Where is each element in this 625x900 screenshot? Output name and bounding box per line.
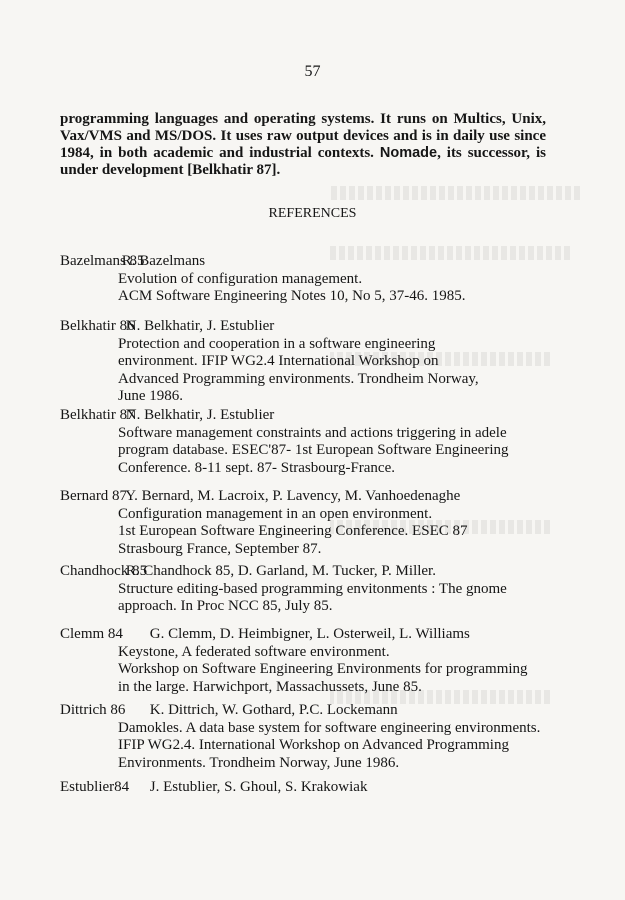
reference-entry bbox=[60, 488, 550, 558]
reference-head bbox=[60, 626, 550, 644]
reference-head bbox=[60, 779, 550, 797]
reference-key: Chandhock 85 bbox=[60, 563, 148, 579]
reference-head bbox=[60, 563, 550, 581]
reference-line: Environments. Trondheim Norway, June 1986. bbox=[118, 754, 400, 771]
reference-key: Estublier84 bbox=[60, 779, 130, 795]
reference-entry bbox=[60, 407, 550, 477]
reference-line: June 1986. bbox=[118, 388, 183, 405]
reference-line: Configuration management in an open environment. bbox=[118, 505, 433, 522]
reference-line: Evolution of configuration management. bbox=[118, 270, 363, 287]
reference-line: Software management constraints and actions triggering in adele bbox=[118, 424, 507, 441]
reference-body bbox=[118, 425, 550, 478]
reference-line: Strasbourg France, September 87. bbox=[118, 540, 322, 557]
reference-head bbox=[60, 318, 550, 336]
reference-line: Workshop on Software Engineering Environments for programming bbox=[118, 661, 528, 678]
reference-line: Protection and cooperation in a software engineering bbox=[118, 335, 436, 352]
reference-line: approach. In Proc NCC 85, July 85. bbox=[118, 598, 333, 615]
reference-line: Advanced Programming environments. Trondheim Norway, bbox=[118, 370, 479, 387]
reference-authors: G. Clemm, D. Heimbigner, L. Osterweil, L. Williams bbox=[149, 626, 470, 642]
reference-authors: N. Belkhatir, J. Estublier bbox=[125, 318, 275, 334]
reference-head bbox=[60, 488, 550, 506]
reference-body bbox=[118, 336, 550, 406]
reference-key: Belkhatir 86 bbox=[60, 318, 135, 334]
intro-highlight: Nomade bbox=[379, 145, 438, 161]
reference-authors: K. Dittrich, W. Gothard, P.C. Lockemann bbox=[149, 702, 398, 718]
reference-line: Damokles. A data base system for software engineering environments. bbox=[118, 719, 541, 736]
reference-entry bbox=[60, 626, 550, 696]
reference-authors: Y. Bernard, M. Lacroix, P. Lavency, M. Vanhoedenaghe bbox=[125, 488, 461, 504]
references-heading: REFERENCES bbox=[268, 206, 357, 221]
reference-key: Bazelmans 85 bbox=[60, 253, 145, 269]
reference-key: Dittrich 86 bbox=[60, 702, 126, 718]
reference-line: ACM Software Engineering Notes 10, No 5, 37-46. 1985. bbox=[118, 288, 466, 305]
reference-entry bbox=[60, 779, 550, 797]
reference-authors: J. Estublier, S. Ghoul, S. Krakowiak bbox=[149, 779, 368, 795]
reference-line: Conference. 8-11 sept. 87- Strasbourg-France. bbox=[118, 459, 396, 476]
reference-key: Bernard 87 bbox=[60, 488, 128, 504]
reference-line: program database. ESEC'87- 1st European Software Engineering bbox=[118, 442, 509, 459]
reference-line: IFIP WG2.4. International Workshop on Advanced Programming bbox=[118, 737, 509, 754]
intro-paragraph bbox=[60, 111, 546, 179]
reference-line: Keystone, A federated software environment. bbox=[118, 643, 390, 660]
intro-text-after: , its successor, is under development [Belkhatir 87]. bbox=[60, 145, 546, 178]
reference-head bbox=[60, 702, 550, 720]
reference-entry bbox=[60, 702, 550, 772]
reference-authors: R. Bazelmans bbox=[121, 253, 206, 269]
reference-body bbox=[118, 581, 550, 616]
reference-authors: N. Belkhatir, J. Estublier bbox=[125, 407, 275, 423]
reference-line: in the large. Harwichport, Massachussets, June 85. bbox=[118, 678, 422, 695]
reference-line: 1st European Software Engineering Conference. ESEC 87 bbox=[118, 523, 468, 540]
reference-entry bbox=[60, 563, 550, 616]
reference-head bbox=[60, 253, 550, 271]
reference-line: Structure editing-based programming envitonments : The gnome bbox=[118, 580, 507, 597]
reference-body bbox=[118, 506, 550, 559]
bleed-through-decoration bbox=[330, 186, 580, 200]
reference-authors: R. Chandhock 85, D. Garland, M. Tucker, P. Miller. bbox=[125, 563, 436, 579]
reference-entry bbox=[60, 253, 550, 306]
reference-body bbox=[118, 644, 550, 697]
reference-key: Belkhatir 87 bbox=[60, 407, 135, 423]
reference-key: Clemm 84 bbox=[60, 626, 123, 642]
reference-body bbox=[118, 271, 550, 306]
intro-text-before: programming languages and operating systems. It runs on Multics, Unix, Vax/VMS and MS/DOS. It uses raw output devices and is in daily use since 1984, in both academic and industrial contexts. bbox=[60, 111, 546, 161]
reference-body bbox=[118, 720, 550, 773]
page-number: 57 bbox=[304, 63, 321, 80]
reference-entry bbox=[60, 318, 550, 406]
reference-line: environment. IFIP WG2.4 International Workshop on bbox=[118, 353, 439, 370]
reference-head bbox=[60, 407, 550, 425]
